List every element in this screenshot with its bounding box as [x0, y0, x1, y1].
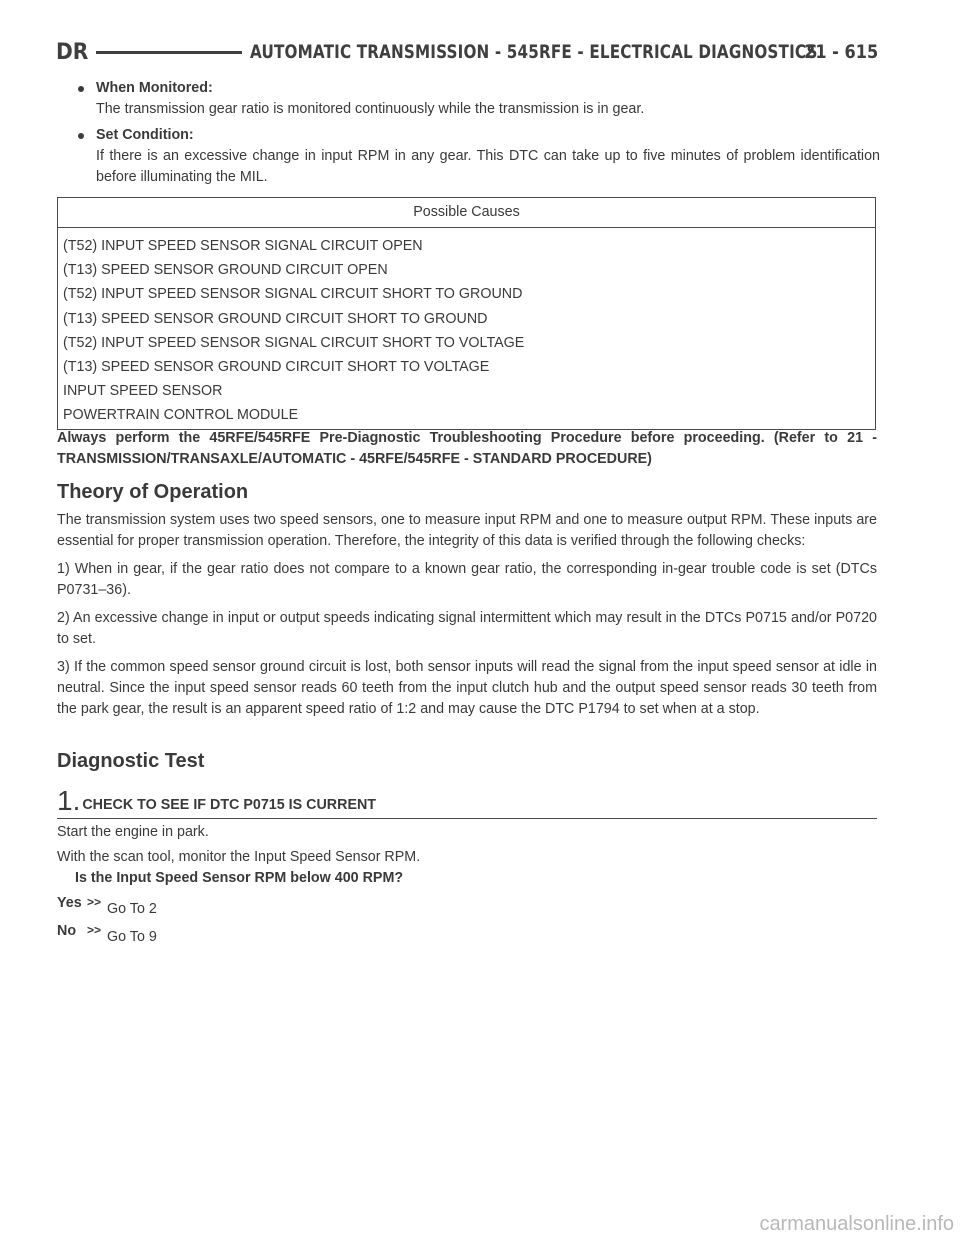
step-title: CHECK TO SEE IF DTC P0715 IS CURRENT [82, 797, 377, 813]
possible-causes-table [57, 197, 876, 430]
answer-label: No [57, 923, 77, 939]
diagnostic-step-1 [57, 786, 877, 819]
header-title: AUTOMATIC TRANSMISSION - 545RFE - ELECTRICAL DIAGNOSTICS [250, 41, 818, 63]
possible-causes-list [58, 228, 875, 429]
theory-paragraph: 3) If the common speed sensor ground circuit is lost, both sensor inputs will read the signal from the input speed sensor at idle in neutral. Since the input speed sensor reads 60 teeth from the input clutch hub and the output speed sensor reads 30 teeth from the park gear, the result is an apparent speed ratio of 1:2 and may cause the DTC P1794 to set when at a stop. [57, 659, 877, 717]
bullet-heading: Set Condition: [96, 127, 194, 143]
bullet-dot-icon [78, 133, 84, 139]
step-instruction: With the scan tool, monitor the Input Speed Sensor RPM. [57, 849, 421, 865]
answer-yes [57, 895, 157, 917]
possible-causes-heading: Possible Causes [58, 198, 875, 228]
answer-arrow: >> [87, 895, 102, 909]
cause-item: (T13) SPEED SENSOR GROUND CIRCUIT SHORT TO GROUND [63, 310, 488, 327]
bullet-set-condition [60, 125, 880, 188]
step-instruction: Start the engine in park. [57, 824, 209, 840]
pre-diagnostic-notice: Always perform the 45RFE/545RFE Pre-Diagnostic Troubleshooting Procedure before proceeding. (Refer to 21 - TRANSMISSION/TRANSAXLE/AUTOMATIC - 45RFE/545RFE - STANDARD PROCEDURE) [57, 430, 877, 467]
diagnostic-heading: Diagnostic Test [57, 750, 205, 772]
theory-paragraph: 1) When in gear, if the gear ratio does not compare to a known gear ratio, the corresponding in-gear trouble code is set (DTCs P0731–36). [57, 561, 877, 598]
bullet-text: If there is an excessive change in input RPM in any gear. This DTC can take up to five minutes of problem identification before illuminating the MIL. [96, 148, 880, 185]
step-question: Is the Input Speed Sensor RPM below 400 RPM? [75, 870, 404, 886]
cause-item: (T52) INPUT SPEED SENSOR SIGNAL CIRCUIT OPEN [63, 238, 423, 254]
header-page-number: 21 - 615 [803, 41, 878, 63]
page-header [56, 34, 878, 70]
bullet-heading: When Monitored: [96, 80, 213, 96]
theory-paragraph: The transmission system uses two speed sensors, one to measure input RPM and one to measure output RPM. These inputs are essential for proper transmission operation. Therefore, the integrity of this data is verified through the following checks: [57, 512, 877, 549]
header-rule [96, 51, 242, 54]
bullet-when-monitored [60, 78, 880, 120]
cause-item: (T52) INPUT SPEED SENSOR SIGNAL CIRCUIT SHORT TO GROUND [63, 286, 523, 303]
theory-paragraph: 2) An excessive change in input or output speeds indicating signal intermittent which may result in the DTCs P0715 and/or P0720 to set. [57, 610, 877, 647]
cause-item: (T13) SPEED SENSOR GROUND CIRCUIT OPEN [63, 262, 388, 279]
site-watermark: carmanualsonline.info [759, 1213, 954, 1235]
header-section-code: DR [56, 39, 89, 65]
answer-no [57, 923, 157, 945]
monitor-conditions [60, 78, 880, 193]
cause-item: INPUT SPEED SENSOR [63, 383, 223, 400]
theory-body [57, 510, 877, 727]
answer-go-to-2: Go To 2 [107, 901, 157, 917]
step-number: 1. [57, 785, 81, 816]
bullet-dot-icon [78, 86, 84, 92]
theory-heading: Theory of Operation [57, 481, 249, 503]
cause-item: (T52) INPUT SPEED SENSOR SIGNAL CIRCUIT SHORT TO VOLTAGE [63, 334, 525, 351]
bullet-text: The transmission gear ratio is monitored continuously while the transmission is in gear. [96, 101, 645, 117]
answer-go-to-9: Go To 9 [107, 929, 157, 945]
cause-item: POWERTRAIN CONTROL MODULE [63, 407, 299, 424]
cause-item: (T13) SPEED SENSOR GROUND CIRCUIT SHORT TO VOLTAGE [63, 358, 490, 375]
step-instructions [57, 822, 877, 872]
answer-arrow: >> [87, 923, 102, 937]
answer-label: Yes [57, 895, 82, 911]
